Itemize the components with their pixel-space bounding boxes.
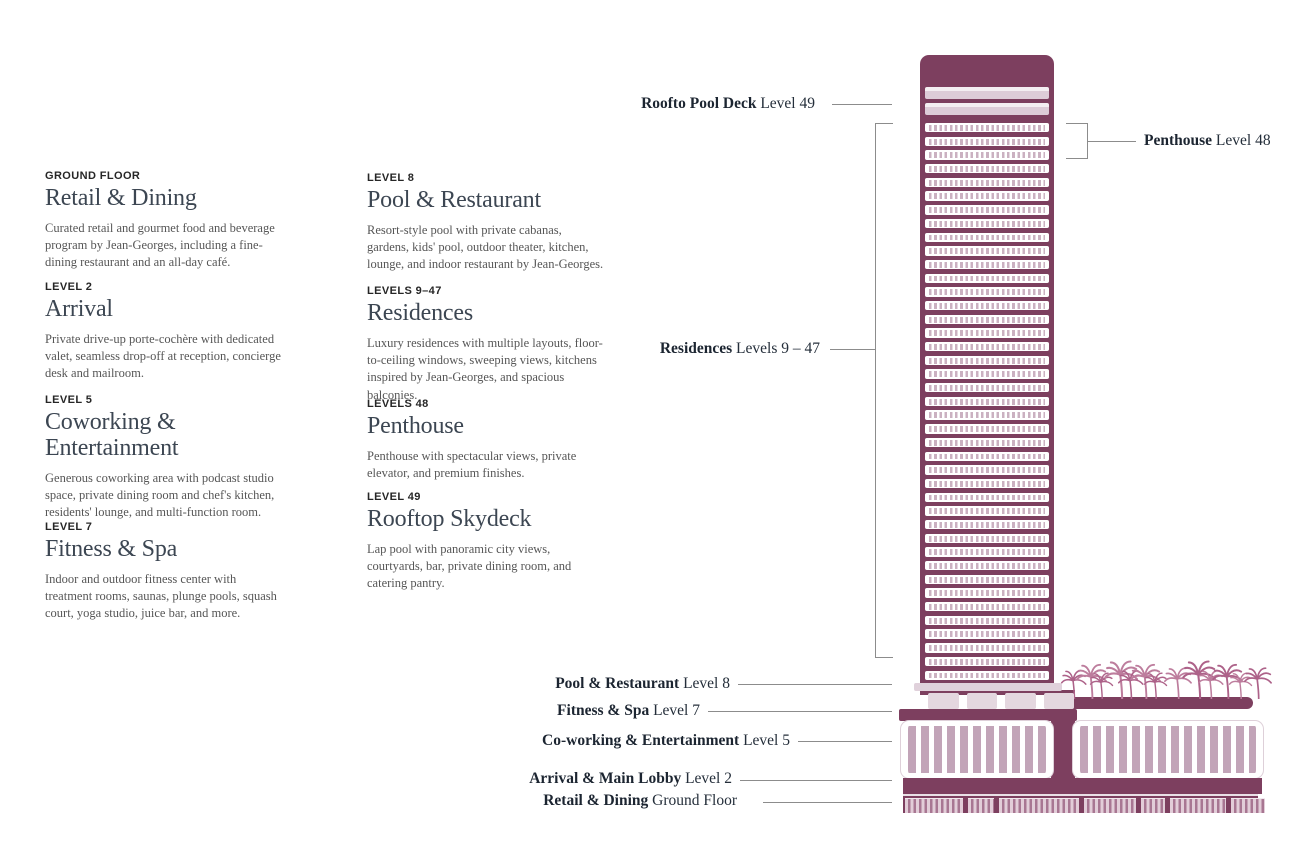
podium-roof-slab: [899, 709, 1077, 721]
floor-block-description: Luxury residences with multiple layouts, floor-to-ceiling windows, sweeping views, kitchens inspired by Jean-Georges, and spacious balconies.: [367, 335, 603, 402]
callout-coworking: [540, 732, 790, 750]
floor-block-title: Retail & Dining: [45, 185, 197, 211]
tower-floor: [925, 671, 1049, 680]
tower-floor: [925, 410, 1049, 419]
callout-level: Level 2: [685, 770, 732, 787]
callout-retail-dining: [485, 792, 737, 810]
floor-block-description: Resort-style pool with private cabanas, gardens, kids' pool, outdoor theater, kitchen, lounge, and indoor restaurant by Jean-Georges.: [367, 222, 604, 272]
tower-floor: [925, 561, 1049, 570]
callout-level: Level 7: [653, 702, 700, 719]
callout-penthouse: [1144, 132, 1271, 150]
leader-line-residences: [830, 349, 875, 350]
callout-name: Fitness & Spa: [557, 702, 650, 719]
leader-line-coworking: [798, 741, 892, 742]
palm-tree-icon: [1243, 662, 1274, 699]
callout-level: Level 49: [760, 95, 815, 112]
floor-block-arrival: [45, 281, 295, 383]
tower-floor: [925, 315, 1049, 324]
storefront-segment: [1231, 798, 1265, 813]
callout-pool-restaurant: [480, 675, 730, 693]
callout-name: Penthouse: [1144, 132, 1213, 149]
floor-block-coworking: [45, 394, 295, 522]
tower-floor: [925, 397, 1049, 406]
callout-level: Levels 9 – 47: [736, 340, 820, 357]
tower-floor: [925, 274, 1049, 283]
pool-deck-slab: [914, 683, 1062, 691]
floor-block-eyebrow: LEVEL 8: [367, 172, 415, 184]
palm-grove: [1060, 650, 1253, 699]
floor-block-eyebrow: GROUND FLOOR: [45, 170, 141, 182]
callout-level: Level 48: [1215, 132, 1271, 149]
floor-block-rooftop-skydeck: [367, 491, 617, 593]
leader-line-fitness: [708, 711, 892, 712]
tower-floor: [925, 438, 1049, 447]
bracket-residences: [875, 123, 893, 658]
callout-rooftop-pool-deck: [560, 95, 815, 113]
tower-floor: [925, 260, 1049, 269]
tower-floor: [925, 342, 1049, 351]
floor-block-pool-restaurant: [367, 172, 617, 274]
tower-floor: [925, 287, 1049, 296]
callout-name: Residences: [659, 340, 733, 357]
floor-block-title: Coworking & Entertainment: [45, 409, 179, 461]
leader-line-rooftop: [832, 104, 892, 105]
storefront-segment: [999, 798, 1079, 813]
tower-floor: [925, 629, 1049, 638]
podium-block-right: [1073, 721, 1263, 778]
storefront-segment: [1141, 798, 1165, 813]
callout-name: Arrival & Main Lobby: [529, 770, 682, 787]
floor-block-fitness-spa: [45, 521, 295, 623]
callout-level: Ground Floor: [652, 792, 737, 809]
floor-block-description: Curated retail and gourmet food and beverage program by Jean-Georges, including a fine-dining restaurant and an all-day café.: [45, 220, 275, 270]
tower-floor: [925, 205, 1049, 214]
tower-floor: [925, 465, 1049, 474]
floor-block-title: Fitness & Spa: [45, 536, 178, 562]
floor-block-eyebrow: LEVELS 9–47: [367, 285, 442, 297]
arrival-level-slab: [903, 778, 1262, 794]
tower-floor: [925, 616, 1049, 625]
floor-block-retail-dining: [45, 170, 295, 272]
floor-block-penthouse: [367, 398, 617, 482]
floor-block-title: Pool & Restaurant: [367, 187, 541, 213]
callout-name: Co-working & Entertainment: [542, 732, 740, 749]
leader-line-retail: [763, 802, 892, 803]
tower-floor: [925, 452, 1049, 461]
podium-block-left: [901, 721, 1053, 778]
storefront-segment: [905, 798, 963, 813]
tower-floor: [925, 191, 1049, 200]
tower-crown-band: [925, 103, 1049, 115]
floor-block-eyebrow: LEVELS 48: [367, 398, 429, 410]
floor-block-title: Residences: [367, 300, 473, 326]
cabana-block: [967, 693, 998, 709]
floor-block-title: Penthouse: [367, 413, 464, 439]
tower-floor: [925, 233, 1049, 242]
tower-floor: [925, 588, 1049, 597]
floor-block-eyebrow: LEVEL 2: [45, 281, 93, 293]
callout-fitness-spa: [450, 702, 700, 720]
tower-floor: [925, 356, 1049, 365]
callout-level: Level 8: [683, 675, 730, 692]
tower-floor: [925, 479, 1049, 488]
tower-floor: [925, 657, 1049, 666]
floor-block-eyebrow: LEVEL 7: [45, 521, 93, 533]
floor-block-description: Penthouse with spectacular views, private elevator, and premium finishes.: [367, 448, 577, 481]
tower-floor: [925, 383, 1049, 392]
leader-line-pool: [738, 684, 892, 685]
tower-floor: [925, 137, 1049, 146]
tower-crown-band: [925, 87, 1049, 99]
tower-floor: [925, 150, 1049, 159]
tower-floor: [925, 547, 1049, 556]
cabana-row: [928, 693, 1074, 709]
callout-name: Retail & Dining: [543, 792, 649, 809]
floor-block-title: Rooftop Skydeck: [367, 506, 532, 532]
tower-floor: [925, 506, 1049, 515]
tower-floor: [925, 246, 1049, 255]
tower-floor: [925, 123, 1049, 132]
tower-floor: [925, 520, 1049, 529]
cabana-block: [1044, 693, 1075, 709]
floor-block-eyebrow: LEVEL 5: [45, 394, 93, 406]
tower-floors: [925, 123, 1049, 684]
tower: [920, 55, 1054, 695]
leader-line-arrival: [740, 780, 892, 781]
callout-residences: [600, 340, 820, 358]
tower-floor: [925, 643, 1049, 652]
callout-name: Roofto Pool Deck: [641, 95, 757, 112]
cabana-block: [1005, 693, 1036, 709]
tower-floor: [925, 575, 1049, 584]
floor-block-description: Generous coworking area with podcast studio space, private dining room and chef's kitchen, residents' lounge, and multi-function room.: [45, 470, 275, 520]
bracket-penthouse: [1066, 123, 1088, 159]
tower-floor: [925, 602, 1049, 611]
callout-level: Level 5: [743, 732, 790, 749]
floor-block-residences: [367, 285, 617, 404]
tower-floor: [925, 369, 1049, 378]
storefront-segment: [968, 798, 994, 813]
floor-block-description: Lap pool with panoramic city views, courtyards, bar, private dining room, and catering pantry.: [367, 541, 572, 591]
callout-name: Pool & Restaurant: [555, 675, 680, 692]
leader-line-penthouse: [1088, 141, 1136, 142]
callout-arrival-lobby: [480, 770, 732, 788]
floor-block-description: Indoor and outdoor fitness center with treatment rooms, saunas, plunge pools, squash court, yoga studio, juice bar, and more.: [45, 571, 277, 621]
storefront-segment: [1084, 798, 1136, 813]
tower-floor: [925, 424, 1049, 433]
tower-floor: [925, 493, 1049, 502]
floor-block-description: Private drive-up porte-cochère with dedicated valet, seamless drop-off at reception, concierge desk and mailroom.: [45, 331, 281, 381]
cabana-block: [928, 693, 959, 709]
storefront-segment: [1170, 798, 1226, 813]
floor-block-title: Arrival: [45, 296, 113, 322]
tower-floor: [925, 219, 1049, 228]
tower-floor: [925, 164, 1049, 173]
tower-floor: [925, 328, 1049, 337]
ground-floor-strip: [903, 796, 1258, 813]
tower-floor: [925, 534, 1049, 543]
tower-floor: [925, 178, 1049, 187]
tower-floor: [925, 301, 1049, 310]
floor-block-eyebrow: LEVEL 49: [367, 491, 421, 503]
